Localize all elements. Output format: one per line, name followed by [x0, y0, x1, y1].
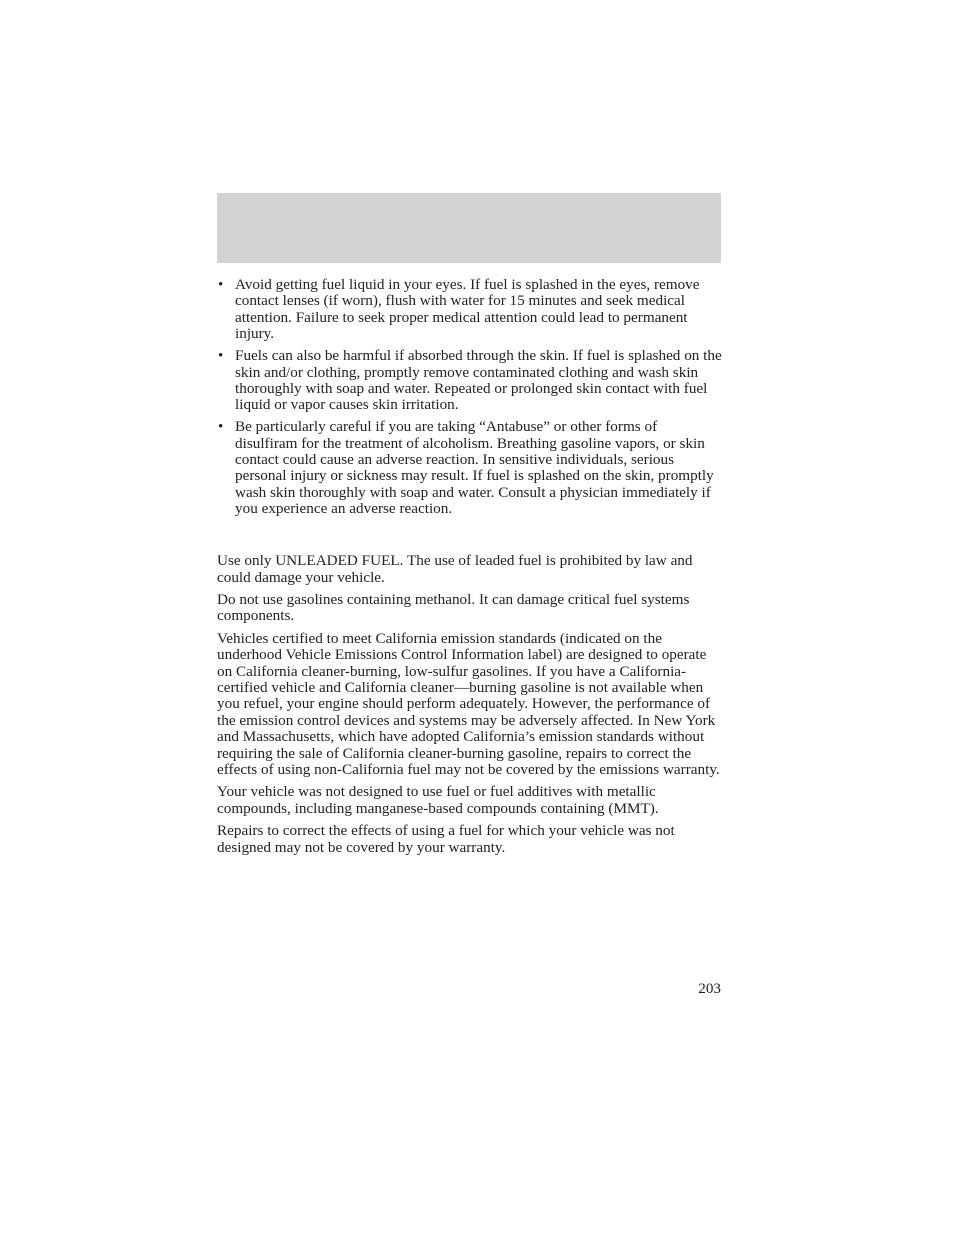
safety-bullet-list [217, 277, 723, 518]
bullet-item [217, 348, 723, 414]
bullet-item [217, 419, 723, 517]
paragraph-unleaded-fuel: Use only UNLEADED FUEL. The use of leaded fuel is prohibited by law and could damage your vehicle. [217, 552, 693, 586]
bullet-dot: • [218, 276, 224, 293]
section-header-band [217, 193, 721, 263]
section-gap [217, 523, 723, 553]
bullet-text: Be particularly careful if you are taking “Antabuse” or other forms of disulfiram for the treatment of alcoholism. Breathing gasoline vapors, or skin contact could cause an adverse reaction. In sensitive individuals, serious personal injury or sickness may result. If fuel is splashed on the skin, promptly wash skin thoroughly with soap and water. Consult a physician immediately if you experience an adverse reaction. [235, 418, 714, 518]
bullet-text: Avoid getting fuel liquid in your eyes. If fuel is splashed in the eyes, remove contact lenses (if worn), flush with water for 15 minutes and seek medical attention. Failure to seek proper medical attention could lead to permanent injury. [235, 276, 700, 343]
bullet-dot: • [218, 418, 224, 436]
bullet-item [217, 277, 723, 343]
bullet-text: Fuels can also be harmful if absorbed through the skin. If fuel is splashed on the skin and/or clothing, promptly remove contaminated clothing and wash skin thoroughly with soap and water. Repeated or prolonged skin contact with fuel liquid or vapor causes skin irritation. [235, 347, 722, 414]
paragraph-metallic-additives: Your vehicle was not designed to use fuel or fuel additives with metallic compounds, including manganese-based compounds containing (MMT). [217, 783, 659, 817]
paragraph-warranty: Repairs to correct the effects of using a fuel for which your vehicle was not designed may not be covered by your warranty. [217, 822, 675, 856]
page-content [217, 277, 723, 862]
page-number: 203 [698, 980, 721, 997]
bullet-dot: • [218, 347, 224, 365]
paragraph-california-emissions: Vehicles certified to meet California emission standards (indicated on the underhood Vehicle Emissions Control Information label) are designed to operate on California cleaner-burning, low-sulfur gasolines. If you have a California-certified vehicle and California cleaner—burning gasoline is not available when you refuel, your engine should perform adequately. However, the performance of the emission control devices and systems may be adversely affected. In New York and Massachusetts, which have adopted California’s emission standards without requiring the sale of California cleaner-burning gasoline, repairs to correct the effects of using non-California fuel may not be covered by the emissions warranty. [217, 629, 720, 779]
paragraph-methanol: Do not use gasolines containing methanol. It can damage critical fuel systems components. [217, 591, 690, 625]
